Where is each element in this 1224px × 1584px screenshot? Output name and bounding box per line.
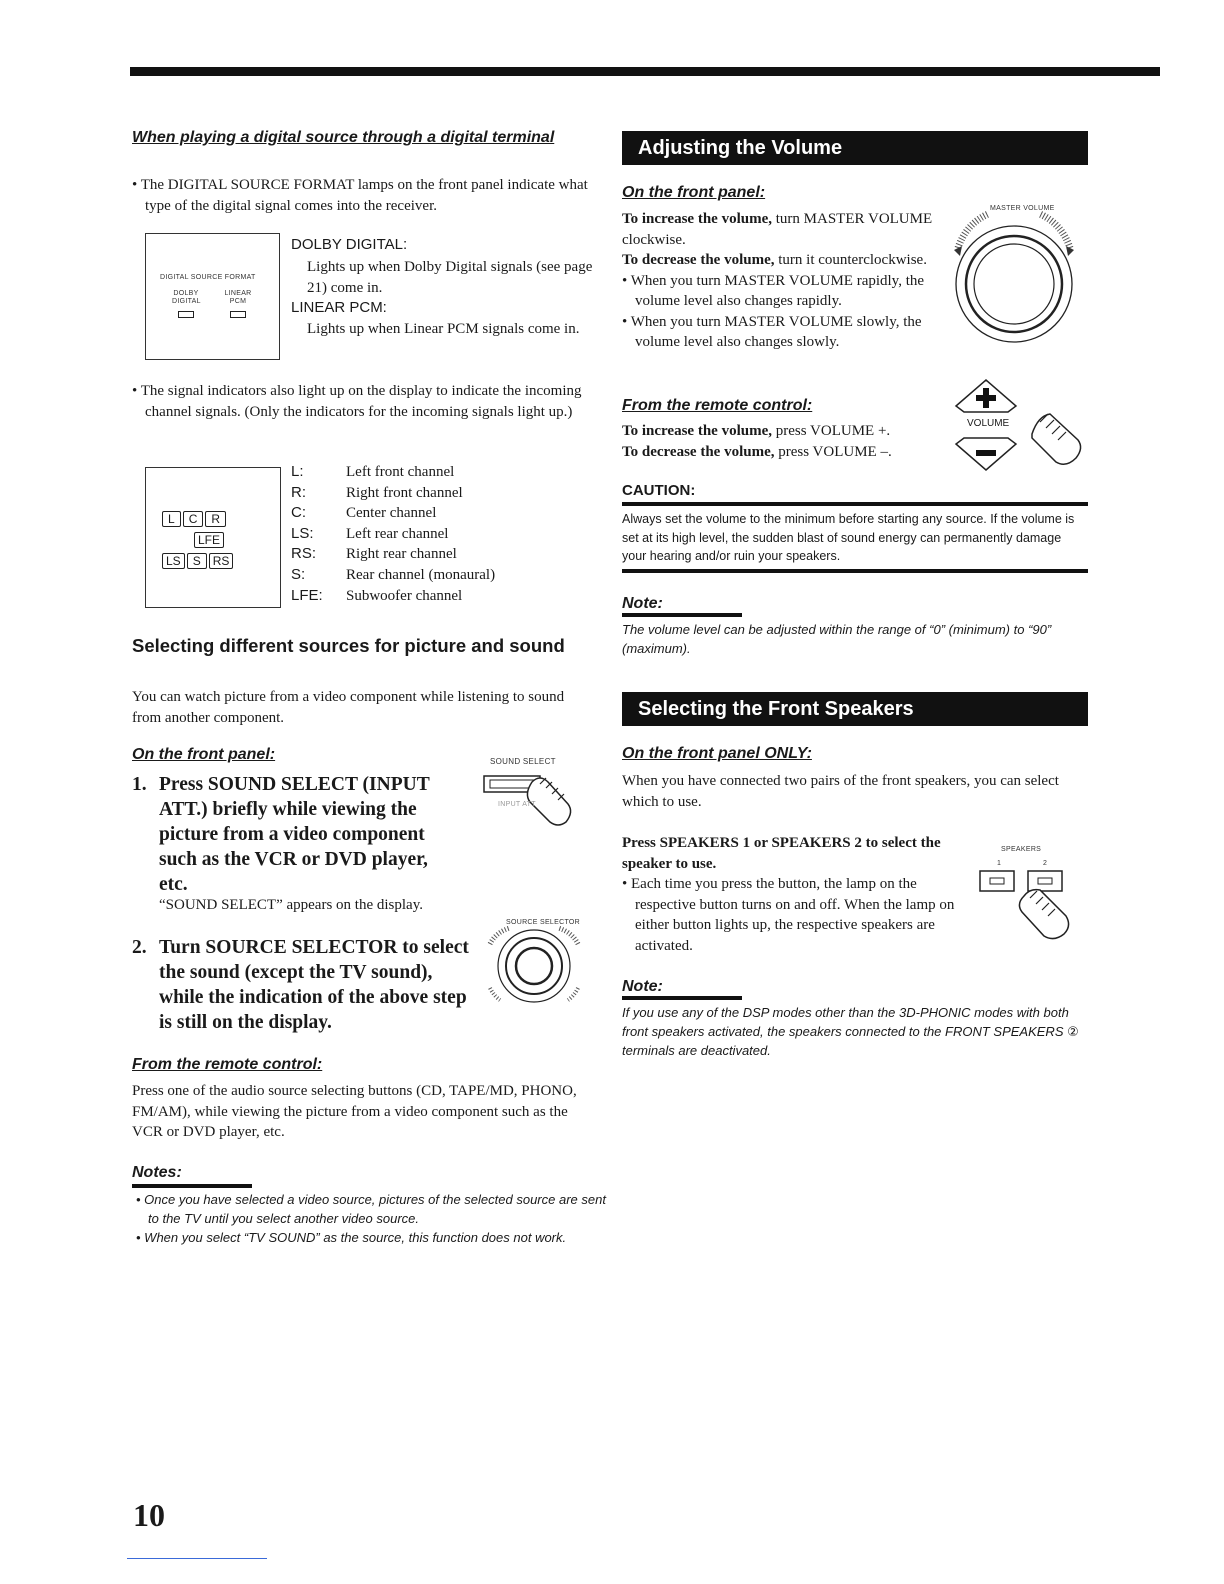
increase-text: turn MASTER VOLUME clockwise. bbox=[622, 211, 933, 248]
channel-desc: Subwoofer channel bbox=[346, 587, 463, 604]
note-item-text: Once you have selected a video source, pictures of the selected source are sent to the TV until you select another video source. bbox=[144, 1192, 606, 1226]
notes-rule bbox=[132, 1184, 252, 1188]
remote-decrease-text: press VOLUME –. bbox=[778, 443, 892, 460]
remote-decrease-label: To decrease the volume, bbox=[622, 443, 775, 460]
vol-bullet: • When you turn MASTER VOLUME rapidly, the volume level also changes rapidly. bbox=[622, 272, 925, 309]
channel-icon-l: L bbox=[162, 511, 181, 527]
channel-row bbox=[291, 503, 495, 524]
speakers-bullet: • Each time you press the button, the lamp on the respective button turns on and off. When the lamp on either button lights up, the respective speakers are activated. bbox=[622, 876, 955, 954]
vol-bullet-text: When you turn MASTER VOLUME rapidly, the volume level also changes rapidly. bbox=[630, 272, 925, 309]
channel-row bbox=[291, 565, 495, 586]
step1-text: Press SOUND SELECT (INPUT ATT.) briefly while viewing the picture from a video component such as the VCR or DVD player, etc. bbox=[159, 774, 430, 895]
front-only-heading: On the front panel ONLY: bbox=[622, 745, 812, 762]
caution-rule-top bbox=[622, 502, 1088, 506]
signal-bullet-text: The signal indicators also light up on the display to indicate the incoming channel signals. (Only the indicators for the incoming signals light up.) bbox=[140, 383, 582, 420]
decrease-text: turn it counterclockwise. bbox=[778, 252, 927, 268]
remote-volume-figure bbox=[950, 376, 1090, 484]
channel-icon-ls: LS bbox=[162, 553, 185, 569]
front-panel-heading-left: On the front panel: bbox=[132, 746, 276, 763]
top-rule bbox=[130, 67, 1160, 76]
caution-rule-bottom bbox=[622, 569, 1088, 573]
source-selector-label: SOURCE SELECTOR bbox=[506, 919, 580, 926]
lamp-dolby-label: DOLBY DIGITAL bbox=[172, 290, 201, 305]
step1-note: “SOUND SELECT” appears on the display. bbox=[159, 897, 423, 913]
dolby-label: DOLBY DIGITAL: bbox=[291, 236, 408, 253]
caution-heading: CAUTION: bbox=[622, 482, 696, 499]
channel-legend bbox=[291, 462, 495, 606]
decrease-label: To decrease the volume, bbox=[622, 252, 775, 268]
signal-bullet: • The signal indicators also light up on the display to indicate the incoming channel signals. (Only the indicators for the incoming signals light up.) bbox=[132, 383, 582, 420]
source-selector-knob bbox=[470, 924, 610, 1008]
vol-bullet: • When you turn MASTER VOLUME slowly, the volume level also changes slowly. bbox=[622, 313, 922, 350]
speakers-note-text: If you use any of the DSP modes other than the 3D-PHONIC modes with both front speakers activated, the speakers connected to the FRONT SPEAKERS ② terminals are deactivated. bbox=[622, 1005, 1079, 1058]
channel-key: LS: bbox=[291, 524, 314, 542]
step2-text: Turn SOURCE SELECTOR to select the sound (except the TV sound), while the indication of the above step is still on the display. bbox=[159, 937, 469, 1033]
remote-heading-right: From the remote control: bbox=[622, 397, 813, 414]
select-sources-heading: Selecting different sources for picture and sound bbox=[132, 635, 565, 656]
channel-icon-s: S bbox=[187, 553, 207, 569]
select-intro: You can watch picture from a video component while listening to sound from another component. bbox=[132, 689, 565, 726]
increase-label: To increase the volume, bbox=[622, 211, 772, 227]
step1-number: 1. bbox=[132, 774, 147, 795]
speakers-label: SPEAKERS bbox=[1001, 846, 1042, 853]
lamp-pcm-label: LINEAR PCM bbox=[224, 290, 252, 305]
digital-format-title: DIGITAL SOURCE FORMAT bbox=[160, 274, 256, 281]
channel-desc: Rear channel (monaural) bbox=[346, 566, 496, 583]
remote-volume-instructions bbox=[622, 421, 942, 462]
channel-icon-rs: RS bbox=[209, 553, 234, 569]
input-att-label: INPUT ATT bbox=[498, 801, 536, 808]
speakers-note-heading: Note: bbox=[622, 978, 663, 995]
page-number: 10 bbox=[133, 1497, 165, 1533]
channel-key: LFE: bbox=[291, 586, 323, 604]
channel-row bbox=[291, 524, 495, 545]
notes-heading: Notes: bbox=[132, 1164, 182, 1181]
speakers-bullet-text: Each time you press the button, the lamp on the respective button turns on and off. When the lamp on either button lights up, the respective speakers are activated. bbox=[631, 876, 955, 954]
note-item: • Once you have selected a video source, pictures of the selected source are sent to the TV until you select another video source. bbox=[136, 1192, 606, 1226]
channel-icon-lfe: LFE bbox=[194, 532, 224, 548]
channel-icon-r: R bbox=[205, 511, 226, 527]
channel-row bbox=[291, 544, 495, 565]
remote-text-left: Press one of the audio source selecting buttons (CD, TAPE/MD, PHONO, FM/AM), while viewing the picture from a video component such as the VCR or DVD player, etc. bbox=[132, 1083, 577, 1140]
pointing-hand-icon bbox=[1019, 890, 1068, 939]
volume-note-rule bbox=[622, 613, 742, 617]
pcm-text: Lights up when Linear PCM signals come in. bbox=[307, 321, 580, 337]
master-volume-label: MASTER VOLUME bbox=[990, 205, 1055, 212]
digital-bullet-text: The DIGITAL SOURCE FORMAT lamps on the front panel indicate what type of the digital signal comes into the receiver. bbox=[140, 177, 588, 214]
channel-key: L: bbox=[291, 463, 304, 480]
channel-indicator-figure bbox=[145, 467, 281, 608]
channel-desc: Left front channel bbox=[346, 464, 455, 480]
volume-label: VOLUME bbox=[967, 418, 1010, 429]
dolby-lamp-icon bbox=[178, 311, 194, 318]
channel-desc: Right rear channel bbox=[346, 546, 457, 563]
note-item: • When you select “TV SOUND” as the source, this function does not work. bbox=[136, 1230, 567, 1245]
speaker-1-label: 1 bbox=[997, 860, 1002, 867]
digital-source-heading: When playing a digital source through a digital terminal bbox=[132, 129, 555, 146]
speakers-note-rule bbox=[622, 996, 742, 1000]
channel-desc: Center channel bbox=[346, 505, 437, 522]
step2-number: 2. bbox=[132, 937, 147, 958]
pcm-label: LINEAR PCM: bbox=[291, 299, 387, 316]
sound-select-label: SOUND SELECT bbox=[490, 757, 556, 766]
speakers-instruction: Press SPEAKERS 1 or SPEAKERS 2 to select the speaker to use. bbox=[622, 835, 941, 872]
note-item-text: When you select “TV SOUND” as the source, this function does not work. bbox=[144, 1230, 567, 1245]
channel-key: R: bbox=[291, 483, 306, 501]
volume-note-text: The volume level can be adjusted within the range of “0” (minimum) to “90” (maximum). bbox=[622, 622, 1052, 656]
bottom-link-rule bbox=[127, 1558, 267, 1559]
remote-increase-label: To increase the volume, bbox=[622, 423, 772, 439]
channel-key: C: bbox=[291, 504, 306, 522]
channel-key: RS: bbox=[291, 545, 317, 563]
remote-increase-text: press VOLUME +. bbox=[775, 423, 891, 439]
volume-note-heading: Note: bbox=[622, 595, 663, 612]
channel-row bbox=[291, 586, 495, 607]
remote-heading-left: From the remote control: bbox=[132, 1056, 323, 1073]
channel-key: S: bbox=[291, 565, 306, 583]
digital-format-figure bbox=[145, 233, 280, 360]
channel-desc: Left rear channel bbox=[346, 525, 449, 542]
dolby-text: Lights up when Dolby Digital signals (see page 21) come in. bbox=[307, 259, 593, 296]
vol-bullet-text: When you turn MASTER VOLUME slowly, the volume level also changes slowly. bbox=[630, 313, 922, 350]
speakers-button-figure bbox=[978, 868, 1088, 942]
channel-icon-c: C bbox=[183, 511, 204, 527]
front-panel-heading-right: On the front panel: bbox=[622, 184, 766, 201]
speakers-intro: When you have connected two pairs of the front speakers, you can select which to use. bbox=[622, 773, 1059, 810]
master-volume-knob bbox=[944, 204, 1084, 354]
caution-text: Always set the volume to the minimum before starting any source. If the volume is set at its high level, the sudden blast of sound energy can permanently damage your hearing and/or ruin your speakers. bbox=[622, 512, 1075, 563]
pointing-hand-icon bbox=[1032, 414, 1081, 464]
speakers-section-bar: Selecting the Front Speakers bbox=[622, 692, 1088, 726]
digital-bullet: • The DIGITAL SOURCE FORMAT lamps on the front panel indicate what type of the digital signal comes into the receiver. bbox=[132, 177, 588, 214]
channel-desc: Right front channel bbox=[346, 484, 463, 501]
sound-select-button-figure bbox=[470, 768, 610, 830]
channel-row bbox=[291, 462, 495, 483]
pcm-lamp-icon bbox=[230, 311, 246, 318]
channel-row bbox=[291, 483, 495, 504]
volume-instructions bbox=[622, 209, 942, 353]
speaker-2-label: 2 bbox=[1043, 860, 1048, 867]
volume-section-bar: Adjusting the Volume bbox=[622, 131, 1088, 165]
